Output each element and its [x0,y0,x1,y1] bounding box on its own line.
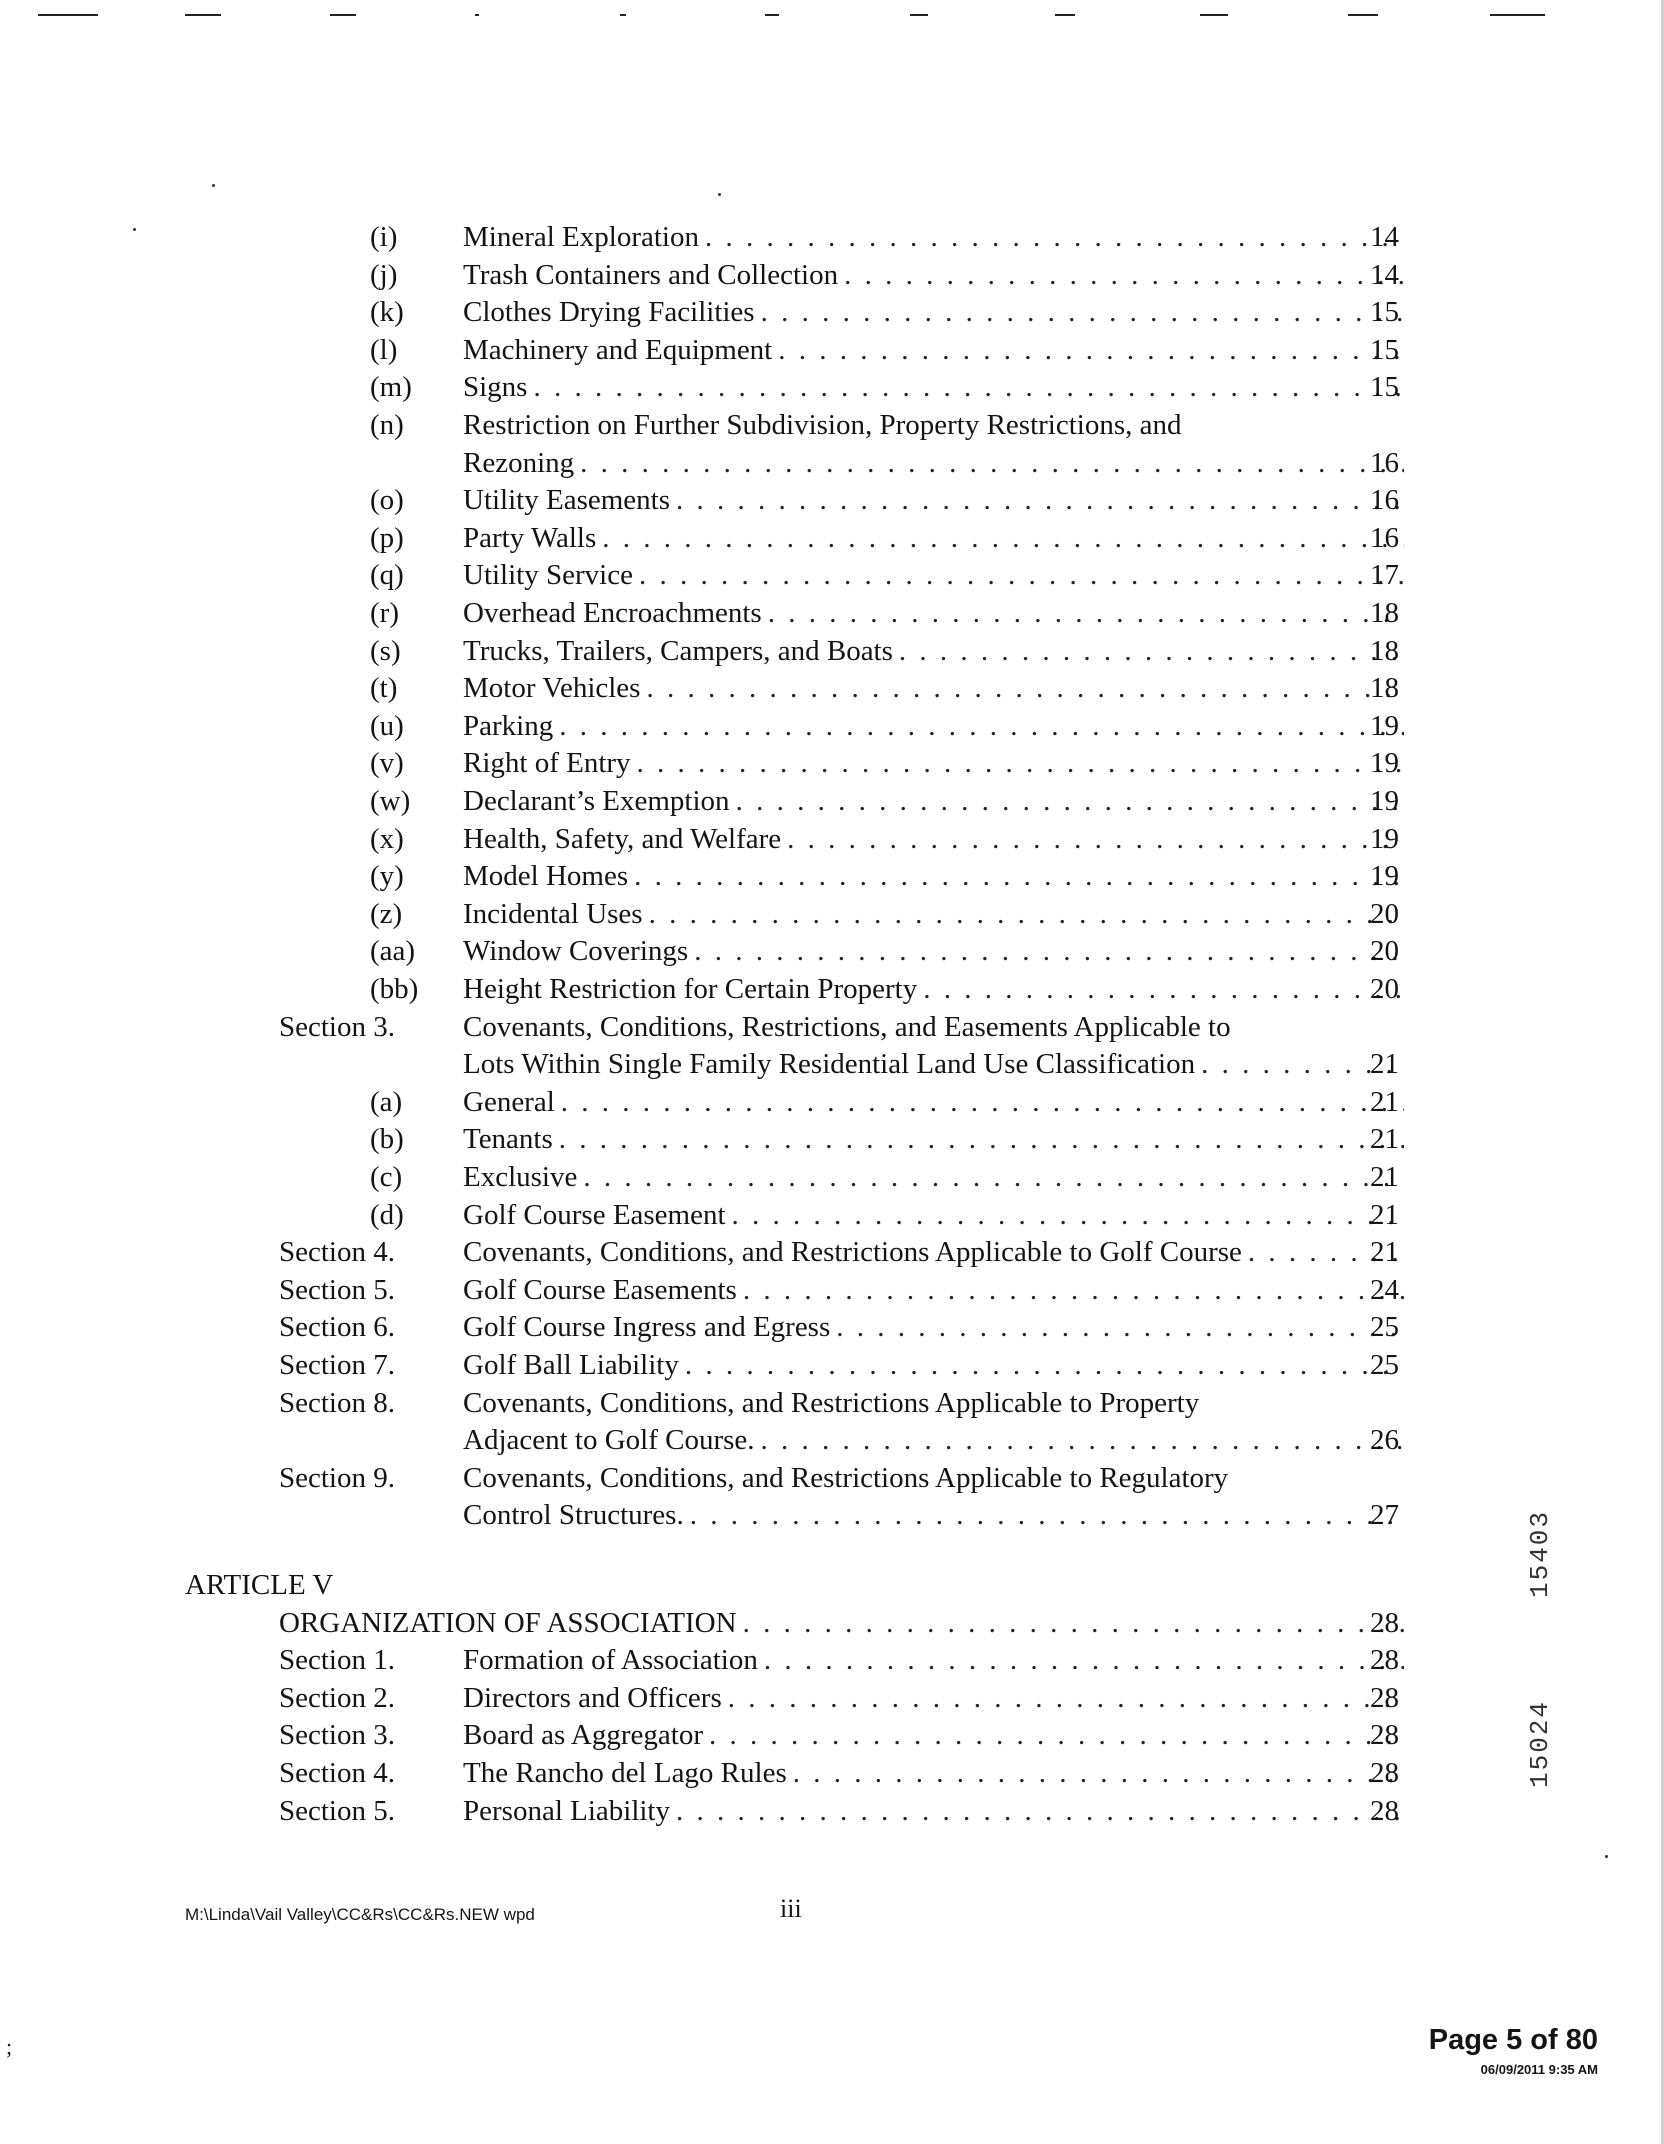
toc-entry-title: Golf Course Easement [463,1198,726,1231]
toc-entry-page: 18 [1370,634,1399,667]
toc-entry-page: 21 [1370,1198,1399,1231]
toc-entry-continuation [0,1421,1664,1459]
toc-entry-number: (b) [370,1123,404,1156]
dot-leader [559,707,1404,745]
dot-leader [580,444,1404,482]
toc-entry [0,594,1664,632]
dot-leader [836,1308,1404,1346]
dot-leader [690,1496,1404,1534]
toc-entry-title: Motor Vehicles [463,672,641,705]
toc-entry-title: The Rancho del Lago Rules [463,1756,787,1789]
toc-entry [0,1008,1664,1046]
toc-entry-title: Exclusive [463,1161,578,1193]
toc-entry-page: 28 [1370,1756,1399,1789]
dot-leader [649,895,1404,933]
toc-entry-page: 14 [1370,221,1399,253]
toc-entry-title: Overhead Encroachments [463,597,762,629]
toc-entry-number: Section 1. [279,1644,395,1677]
toc-entry-title: Health, Safety, and Welfare [463,822,782,855]
toc-entry-page: 21 [1370,1161,1399,1193]
toc-entry [0,1754,1664,1792]
toc-entry-number: (q) [370,559,404,592]
toc-entry-page: 27 [1370,1499,1399,1532]
toc-entry-title: Trucks, Trailers, Campers, and Boats [463,634,893,667]
toc-entry [0,1158,1664,1196]
toc-entry-continuation [0,1045,1664,1083]
toc-entry-page: 17 [1370,559,1399,592]
toc-entry-number: (i) [370,221,398,253]
toc-entry-page: 18 [1370,597,1399,629]
toc-entry-title: Signs [463,371,528,404]
toc-entry-number: (c) [370,1161,403,1193]
toc-entry-continuation [0,444,1664,482]
toc-entry-number: Section 3. [279,1010,395,1043]
toc-entry-title-continued: Lots Within Single Family Residential Land Use Classification [463,1048,1196,1081]
dot-leader [743,1271,1404,1309]
dot-leader [923,970,1404,1008]
dot-leader [732,1196,1404,1234]
dot-leader [559,1120,1404,1158]
toc-entry [0,1271,1664,1309]
toc-entry [0,331,1664,369]
dot-leader [646,669,1404,707]
toc-entry [0,1233,1664,1271]
toc-entry [0,1792,1664,1830]
toc-entry-title: Height Restriction for Certain Property [463,973,918,1005]
toc-entry [0,857,1664,895]
article-title-entry [0,1604,1664,1642]
toc-entry-number: (w) [370,785,411,817]
toc-entry-number: Section 4. [279,1756,395,1789]
toc-entry [0,1346,1664,1384]
toc-entry-number: (s) [370,634,401,667]
toc-entry-title: Personal Liability [463,1794,670,1827]
toc-entry-title: Board as Aggregator [463,1719,703,1752]
dot-leader [761,293,1404,331]
toc-entry-number: (x) [370,822,404,855]
side-recording-stamp-bottom: 15024 [1525,1700,1555,1789]
dot-leader [634,857,1404,895]
toc-entry-number: (m) [370,371,412,404]
toc-entry-page: 28 [1370,1681,1399,1714]
toc-entry [0,782,1664,820]
toc-entry-title: Right of Entry [463,747,631,780]
toc-entry [0,707,1664,745]
toc-entry-page: 19 [1370,822,1399,855]
scan-speck [718,193,721,196]
toc-entry-number: Section 9. [279,1461,395,1494]
dot-leader [709,1716,1404,1754]
dot-leader [676,481,1404,519]
toc-entry-page: 21 [1370,1085,1399,1118]
dot-leader [844,256,1404,294]
toc-entry-page: 21 [1370,1236,1399,1269]
toc-entry-title: Model Homes [463,860,629,893]
toc-entry-number: (p) [370,521,404,554]
toc-entry [0,895,1664,933]
toc-entry-number: (r) [370,597,399,629]
toc-entry [0,368,1664,406]
toc-entry-page: 21 [1370,1123,1399,1156]
toc-entry-number: (n) [370,409,404,441]
toc-entry-page: 15 [1370,296,1399,329]
toc-entry-page: 24 [1370,1273,1399,1306]
toc-entry-number: (d) [370,1198,404,1231]
toc-entry-page: 25 [1370,1349,1399,1381]
dot-leader [685,1346,1404,1384]
toc-entry-number: (a) [370,1085,403,1118]
footer-file-path: M:\Linda\Vail Valley\CC&Rs\CC&Rs.NEW wpd [185,1905,535,1924]
toc-entry-title: Utility Service [463,559,633,592]
toc-entry [0,1716,1664,1754]
scan-speck [212,184,215,187]
toc-entry-number: (t) [370,672,398,705]
dot-leader [764,1641,1404,1679]
toc-entry-number: (v) [370,747,404,780]
toc-entry-title: Covenants, Conditions, Restrictions, and Easements Applicable to [463,1010,1231,1043]
toc-entry [0,970,1664,1008]
toc-entry-page: 14 [1370,258,1399,291]
toc-entry-number: (k) [370,296,404,329]
toc-entry-page: 16 [1370,484,1399,517]
toc-entry-number: (o) [370,484,404,517]
toc-entry-title-continued: Adjacent to Golf Course. [463,1424,755,1457]
page-of-stamp: Page 5 of 80 [1428,2024,1598,2056]
toc-entry-title-continued: Rezoning [463,446,575,479]
toc-entry-number: (l) [370,333,398,366]
toc-entry-number: (aa) [370,935,416,968]
toc-entry-number: Section 4. [279,1236,395,1269]
toc-entry [0,744,1664,782]
dot-leader [694,932,1404,970]
toc-entry-title: Mineral Exploration [463,221,699,253]
toc-entry-title: Golf Course Easements [463,1273,737,1306]
toc-entry [0,1308,1664,1346]
toc-entry-title: Incidental Uses [463,897,643,930]
toc-entry-title: Directors and Officers [463,1681,722,1714]
toc-entry-number: Section 2. [279,1681,395,1714]
toc-entry-title: Tenants [463,1123,553,1156]
dot-leader [761,1421,1404,1459]
toc-entry-page: 20 [1370,897,1399,930]
dot-leader [561,1083,1404,1121]
toc-entry-number: (z) [370,897,403,930]
dot-leader [743,1604,1404,1642]
dot-leader [736,782,1404,820]
dot-leader [583,1158,1404,1196]
dot-leader [705,218,1404,256]
margin-mark: ; [6,2034,13,2059]
toc-entry [0,669,1664,707]
dot-leader [778,331,1404,369]
toc-entry [0,1083,1664,1121]
dot-leader [899,632,1404,670]
toc-entry [0,820,1664,858]
toc-entry [0,1384,1664,1422]
toc-entry-page: 15 [1370,333,1399,366]
toc-entry-title: Party Walls [463,521,597,554]
toc-entry-number: Section 3. [279,1719,395,1752]
toc-entry-page: 28 [1370,1644,1399,1677]
toc-entry-title: Covenants, Conditions, and Restrictions Applicable to Regulatory [463,1461,1229,1494]
dot-leader [602,519,1404,557]
toc-entry [0,932,1664,970]
toc-entry-page: 28 [1370,1794,1399,1827]
toc-entry-page: 21 [1370,1048,1399,1081]
toc-entry-title-continued: Control Structures. [463,1499,684,1532]
toc-entry [0,293,1664,331]
toc-entry [0,1679,1664,1717]
toc-entry [0,406,1664,444]
toc-entry-page: 16 [1370,446,1399,479]
toc-entry-page: 28 [1370,1719,1399,1752]
toc-entry [0,1459,1664,1497]
toc-entry [0,632,1664,670]
toc-entry [0,556,1664,594]
toc-entry [0,1641,1664,1679]
dot-leader [787,820,1404,858]
article-title: ORGANIZATION OF ASSOCIATION [279,1606,737,1639]
toc-entry-title: Declarant’s Exemption [463,785,730,817]
toc-entry-number: Section 7. [279,1349,395,1381]
toc-entry-page: 25 [1370,1311,1399,1344]
toc-entry-page: 26 [1370,1424,1399,1457]
toc-entry-title: Trash Containers and Collection [463,258,839,291]
dot-leader [533,368,1404,406]
toc-entry [0,256,1664,294]
toc-entry [0,1120,1664,1158]
print-datetime-stamp: 06/09/2011 9:35 AM [1480,2062,1598,2077]
toc-entry-title: Golf Ball Liability [463,1349,679,1381]
toc-entry [0,481,1664,519]
dot-leader [793,1754,1404,1792]
dot-leader [728,1679,1404,1717]
toc-entry [0,519,1664,557]
toc-entry-title: Restriction on Further Subdivision, Property Restrictions, and [463,409,1182,441]
toc-entry-page: 16 [1370,521,1399,554]
article-title-page: 28 [1370,1606,1399,1639]
toc-entry-page: 15 [1370,371,1399,404]
scan-speck [1605,1855,1608,1858]
toc-entry-title: Covenants, Conditions, and Restrictions Applicable to Property [463,1386,1200,1419]
toc-entry-number: Section 5. [279,1273,395,1306]
dot-leader [637,744,1404,782]
toc-entry-title: Clothes Drying Facilities [463,296,755,329]
dot-leader [676,1792,1404,1830]
toc-entry-title: Golf Course Ingress and Egress [463,1311,831,1344]
toc-entry-page: 19 [1370,785,1399,817]
toc-entry-page: 20 [1370,935,1399,968]
toc-entry-number: (u) [370,709,404,742]
toc-entry [0,218,1664,256]
toc-entry [0,1196,1664,1234]
dot-leader [768,594,1404,632]
toc-entry-title: Covenants, Conditions, and Restrictions Applicable to Golf Course [463,1236,1242,1269]
toc-entry-number: Section 6. [279,1311,395,1344]
toc-entry-page: 19 [1370,747,1399,780]
dot-leader [639,556,1404,594]
toc-entry-title: Utility Easements [463,484,670,517]
toc-entry-page: 20 [1370,973,1399,1005]
toc-entry-number: Section 5. [279,1794,395,1827]
toc-entry-number: Section 8. [279,1386,395,1419]
toc-entry-number: (j) [370,258,398,291]
toc-entry-continuation [0,1496,1664,1534]
toc-entry-title: Parking [463,709,554,742]
side-recording-stamp-top: 15403 [1525,1510,1555,1599]
toc-entry-title: General [463,1085,555,1118]
toc-entry-number: (y) [370,860,404,893]
toc-entry-title: Formation of Association [463,1644,758,1677]
article-heading: ARTICLE V [185,1568,334,1601]
toc-entry-page: 19 [1370,860,1399,893]
toc-entry-number: (bb) [370,973,419,1005]
toc-entry-page: 18 [1370,672,1399,705]
toc-entry-page: 19 [1370,709,1399,742]
footer-page-number: iii [780,1894,802,1923]
toc-entry-title: Window Coverings [463,935,689,968]
toc-entry-title: Machinery and Equipment [463,333,773,366]
